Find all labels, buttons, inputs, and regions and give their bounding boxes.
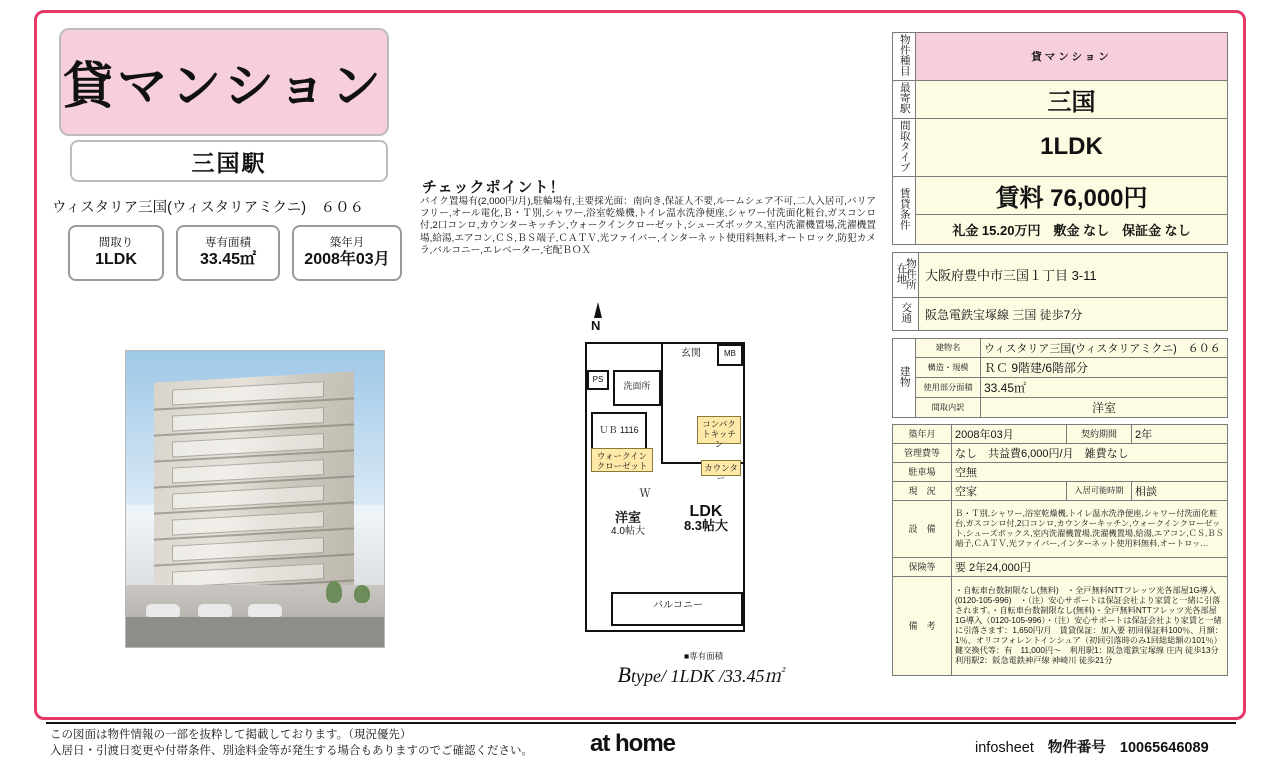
row-label-mgmt: 管理費等 xyxy=(893,444,952,463)
row-head-station: 最寄駅 xyxy=(893,80,916,118)
table-row xyxy=(893,80,1228,118)
infosheet-block xyxy=(975,736,1209,757)
infosheet-label: infosheet xyxy=(975,740,1034,756)
north-label: N xyxy=(591,318,601,333)
plan-area-note: ■専有面積 xyxy=(684,651,724,661)
plan-unitbath-label: ＵＢ 1116 xyxy=(599,425,639,435)
row-value-rent: 賃料 76,000円 xyxy=(916,176,1228,214)
property-type-title xyxy=(59,28,389,136)
spec-area xyxy=(176,225,280,281)
row-value-remarks: ・自転車台数制限なし(無料) ・全戸無料NTTフレッツ光各部屋1G導入(0120-105-996) ・（注）安心サポートは保証会社より家賃と一緒に引落されます。・自転車台数制限なし(無料)・全戸無料NTTフレッツ光各部屋1G導入（0120-105-996）・（注）安心サポートは保証会社より家賃と一緒に引落さます：1,650円/月 賃貸保証：加入要 初回保証料100％、月額：1％、オリコフォレントインシュア（初回引落時のみ1回総総額の101％） 鍵交換代等：有 11,000円～ 利用駅1：阪急電鉄宝塚線 庄内 徒歩13分 利用駅2：阪急電鉄神戸線 神崎川 徒歩21分 xyxy=(952,577,1228,676)
plan-room-name: 洋室 xyxy=(614,510,641,525)
row-label-layout-detail: 間取内訳 xyxy=(916,398,981,418)
table-row xyxy=(893,33,1228,81)
building-name: ウィスタリア三国(ウィスタリアミクニ) ６０６ xyxy=(52,200,365,216)
spec-layout xyxy=(68,225,164,281)
table-row xyxy=(893,398,1228,418)
plan-caption xyxy=(575,662,825,688)
footer-divider xyxy=(46,722,1236,724)
spec-layout-label: 間取り xyxy=(98,237,134,249)
row-value-structure: ＲＣ 9階建/6階部分 xyxy=(981,358,1228,378)
plan-caption-rest: type/ 1LDK /33.45㎡ xyxy=(630,666,783,686)
table-row xyxy=(893,252,1228,298)
row-value-mgmt: なし 共益費6,000円/月 雑費なし xyxy=(952,444,1228,463)
table-row xyxy=(893,214,1228,244)
row-label-status: 現 況 xyxy=(893,482,952,501)
photo-car xyxy=(146,604,180,617)
row-value-parking: 空無 xyxy=(952,463,1228,482)
row-label-term: 契約期間 xyxy=(1067,425,1132,444)
table-row xyxy=(893,501,1228,558)
photo-car xyxy=(198,604,232,617)
photo-road xyxy=(126,617,384,647)
photo-car xyxy=(248,604,282,617)
floor-plan xyxy=(575,300,805,700)
row-label-built: 築年月 xyxy=(893,425,952,444)
plan-room-label xyxy=(597,512,659,538)
row-value-access: 阪急電鉄宝塚線 三国 徒歩7分 xyxy=(919,298,1228,331)
photo-floor-lines xyxy=(154,371,354,606)
row-value-equipment: Ｂ・Ｔ別,シャワー,浴室乾燥機,トイレ温水洗浄便座,シャワー付洗面化粧台,ガスコンロ付,2口コンロ,カウンターキッチン,ウォークインクローゼット,シューズボックス,室内洗濯機置場,洗濯機置場,給湯,エアコン,ＣＳ,ＢＳ端子,ＣＡＴＶ,光ファイバー,インターネット使用料無料,オートロッ… xyxy=(952,501,1228,558)
footer-note xyxy=(50,727,533,759)
row-head-type: 物件種目 xyxy=(893,33,916,81)
footer-note-line2: 入居日・引渡日変更や付帯条件、別途料金等が発生する場合もありますのでご確認ください。 xyxy=(50,745,533,757)
row-label-insurance: 保険等 xyxy=(893,558,952,577)
detail-info-table xyxy=(892,424,1228,676)
spec-built-value: 2008年03月 xyxy=(304,251,390,268)
plan-room-size: 4.0帖大 xyxy=(611,526,645,537)
table-row xyxy=(893,378,1228,398)
table-row xyxy=(893,176,1228,214)
row-head-access: 交通 xyxy=(893,298,919,331)
plan-ps-label: PS xyxy=(592,375,604,384)
plan-ldk-label xyxy=(671,503,741,534)
table-row xyxy=(893,482,1228,501)
plan-balcony-label: バルコニー xyxy=(653,600,703,611)
row-value-station: 三国 xyxy=(916,80,1228,118)
row-head-address: 物件所在地 xyxy=(893,252,919,298)
table-row xyxy=(893,463,1228,482)
row-label-movein: 入居可能時期 xyxy=(1067,482,1132,501)
row-value-address: 大阪府豊中市三国１丁目 3-11 xyxy=(919,252,1228,298)
property-no-value: 10065646089 xyxy=(1119,740,1209,756)
detail-top-table xyxy=(892,32,1228,245)
athome-logo xyxy=(590,730,675,758)
photo-tree xyxy=(326,581,342,603)
row-value-status: 空家 xyxy=(952,482,1067,501)
spec-area-value: 33.45㎡ xyxy=(199,251,257,268)
row-value-movein: 相談 xyxy=(1132,482,1228,501)
row-value-layout: 1LDK xyxy=(916,118,1228,176)
plan-washer-label: Ｗ xyxy=(639,488,651,500)
photo-building xyxy=(154,371,354,606)
row-head-rent: 賃貸条件 xyxy=(893,176,916,244)
table-row xyxy=(893,577,1228,676)
row-value-built: 2008年03月 xyxy=(952,425,1067,444)
plan-kitchen-tag: コンパクトキッチン xyxy=(697,416,741,444)
station-box xyxy=(70,140,388,182)
table-row xyxy=(893,339,1228,358)
plan-mb-label: MB xyxy=(724,349,736,358)
spec-area-label: 専有面積 xyxy=(205,237,251,249)
building-photo xyxy=(125,350,385,648)
plan-counter-tag: カウンター xyxy=(701,460,741,476)
row-head-layout: 間取タイプ xyxy=(893,118,916,176)
footer-note-line1: この図面は物件情報の一部を抜粋して掲載しております。（現況優先） xyxy=(50,729,412,741)
plan-caption-type: B xyxy=(617,662,631,687)
row-label-parking: 駐車場 xyxy=(893,463,952,482)
checkpoint-body: バイク置場有(2,000円/月),駐輪場有,主要採光面：南向き,保証人不要,ルームシェア不可,二人入居可,バリアフリー,オール電化,Ｂ・Ｔ別,シャワー,浴室乾燥機,トイレ温水洗浄便座,シャワー付洗面化粧台,ガスコンロ付,2口コンロ,カウンターキッチン,ウォークインクローゼット,シューズボックス,室内洗濯機置場,洗濯機置場,給湯,エアコン,ＣＳ,ＢＳ端子,ＣＡＴＶ,光ファイバー,インターネット使用料無料,オートロック,防犯カメラ,バルコニー,エレベーター,宅配ＢＯＸ xyxy=(420,196,876,256)
table-row xyxy=(893,558,1228,577)
row-label-area: 使用部分面積 xyxy=(916,378,981,398)
detail-address-table xyxy=(892,252,1228,332)
athome-logo-text: at home xyxy=(590,730,676,757)
spec-row xyxy=(68,225,408,281)
checkpoint-title: チェックポイント！ xyxy=(422,179,566,196)
table-row xyxy=(893,444,1228,463)
row-label-remarks: 備 考 xyxy=(893,577,952,676)
plan-washroom-label: 洗面所 xyxy=(623,381,651,391)
table-row xyxy=(893,358,1228,378)
spec-built xyxy=(292,225,402,281)
row-label-bldg-name: 建物名 xyxy=(916,339,981,358)
table-row xyxy=(893,118,1228,176)
detail-table xyxy=(892,32,1228,676)
row-value-bldg-name: ウィスタリア三国(ウィスタリアミクニ) ６０６ xyxy=(981,339,1228,358)
table-row xyxy=(893,425,1228,444)
property-type-label: 貸マンション xyxy=(63,58,385,114)
photo-tree xyxy=(354,585,370,603)
row-value-layout-detail: 洋室 xyxy=(981,398,1228,418)
row-value-type: 貸マンション xyxy=(916,33,1228,81)
row-head-building: 建物 xyxy=(893,339,916,418)
row-label-structure: 構造・規模 xyxy=(916,358,981,378)
row-value-conditions: 礼金 15.20万円 敷金 なし 保証金 なし xyxy=(916,214,1228,244)
plan-genkan-label: 玄関 xyxy=(681,348,701,359)
spec-layout-value: 1LDK xyxy=(95,251,137,268)
plan-ldk-name: LDK xyxy=(689,503,723,520)
plan-wic-tag: ウォークインクローゼット xyxy=(591,448,653,472)
station-label: 三国駅 xyxy=(191,149,267,176)
table-row xyxy=(893,298,1228,331)
detail-building-table xyxy=(892,338,1228,418)
row-label-equipment: 設 備 xyxy=(893,501,952,558)
spec-built-label: 築年月 xyxy=(329,237,365,249)
plan-ldk-size: 8.3帖大 xyxy=(683,518,729,533)
north-arrow-icon xyxy=(591,302,602,333)
row-value-insurance: 要 2年24,000円 xyxy=(952,558,1228,577)
property-no-label: 物件番号 xyxy=(1047,740,1106,756)
row-value-area: 33.45㎡ xyxy=(981,378,1228,398)
row-value-term: 2年 xyxy=(1132,425,1228,444)
